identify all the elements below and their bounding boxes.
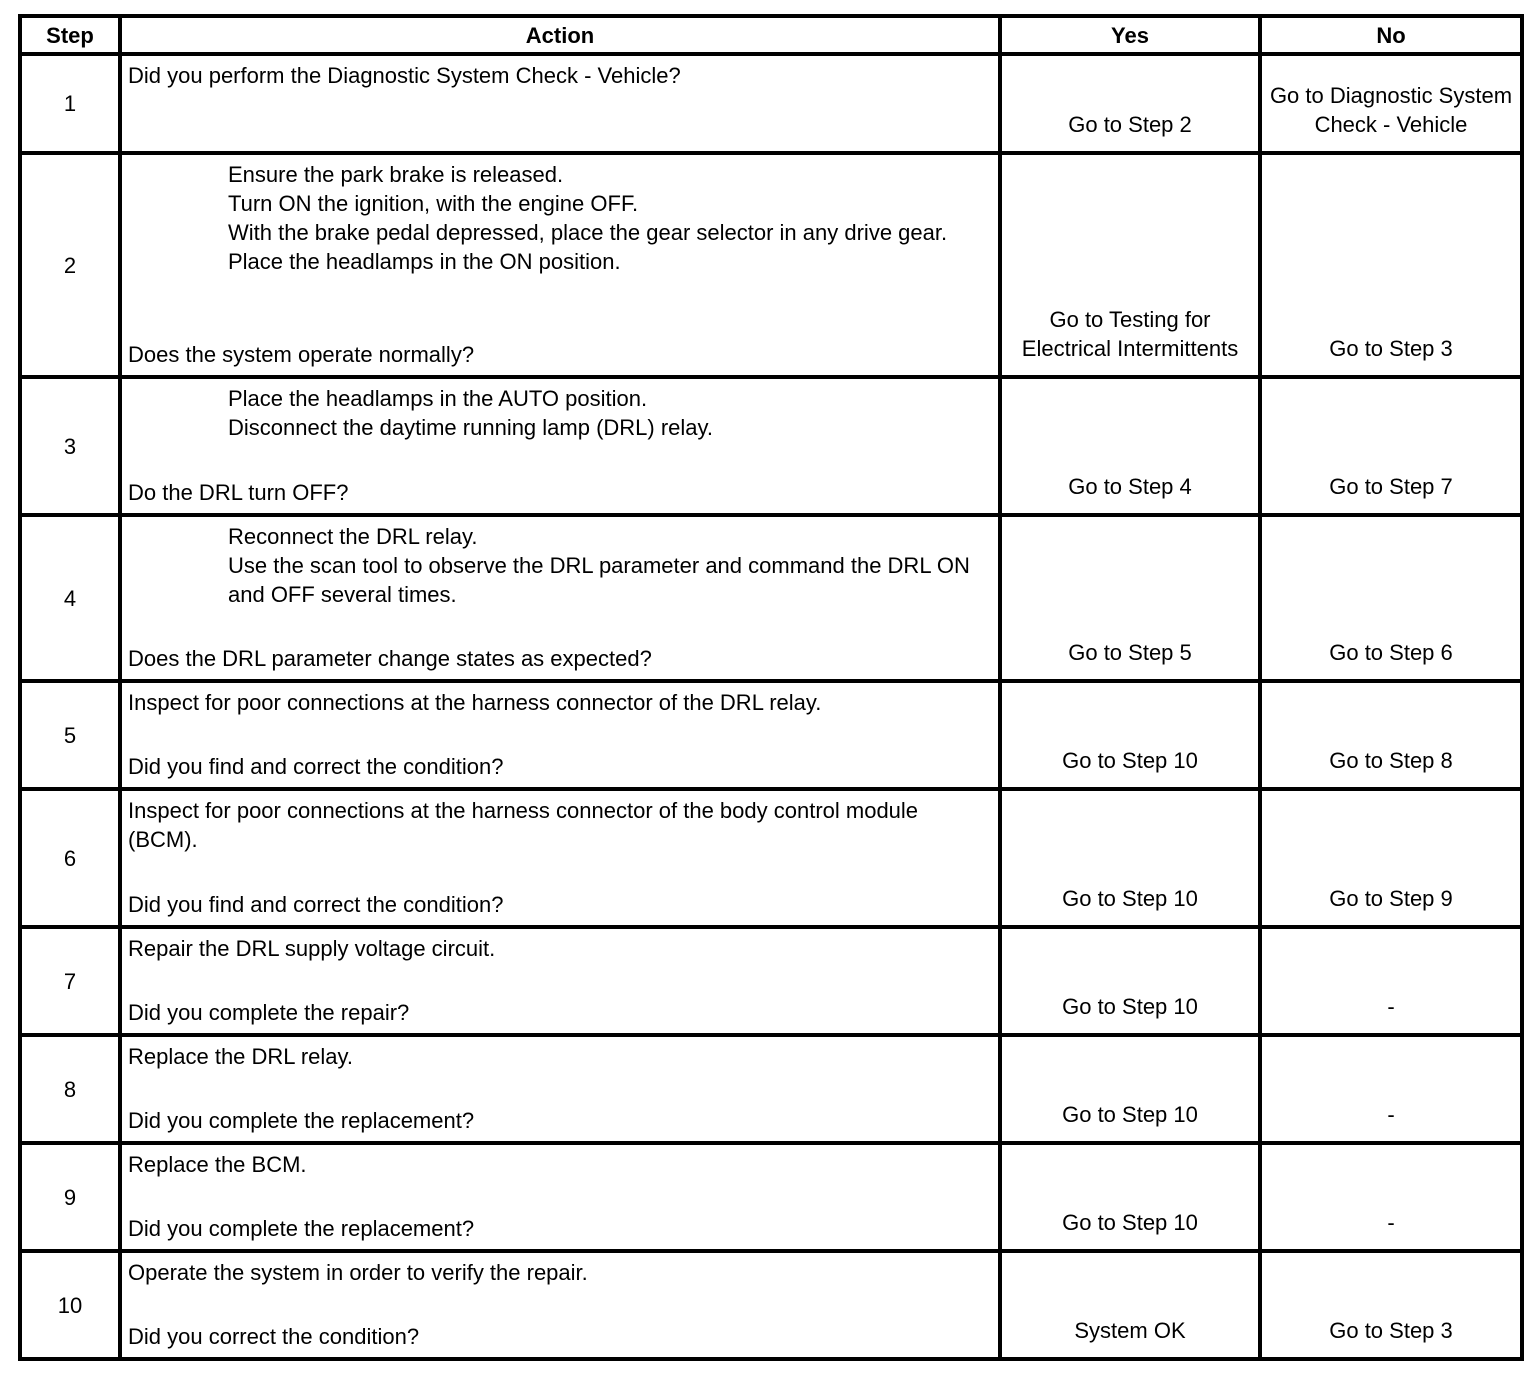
step-number: 10	[20, 1251, 120, 1359]
no-result	[1260, 789, 1522, 927]
yes-result	[1000, 1035, 1260, 1143]
table-row	[20, 153, 1522, 377]
no-result-text: Go to Step 3	[1329, 1318, 1453, 1343]
action-instructions	[128, 688, 990, 717]
action-line: Repair the DRL supply voltage circuit.	[128, 936, 496, 961]
action-question: Did you complete the replacement?	[128, 1216, 475, 1241]
no-result-text: Go to Step 3	[1329, 336, 1453, 361]
no-result	[1260, 515, 1522, 681]
no-result-text: Go to Diagnostic System Check - Vehicle	[1269, 83, 1513, 137]
no-result-text: -	[1387, 1210, 1395, 1235]
action-line: With the brake pedal depressed, place the gear selector in any drive gear.	[228, 220, 948, 245]
no-result-text: -	[1387, 994, 1395, 1019]
action-instructions	[128, 934, 990, 963]
no-result	[1260, 1251, 1522, 1359]
header-action: Action	[120, 16, 1000, 54]
action-cell	[120, 153, 1000, 377]
no-result-text: Go to Step 9	[1329, 886, 1453, 911]
yes-result	[1000, 789, 1260, 927]
action-question: Do the DRL turn OFF?	[128, 480, 349, 505]
step-number: 3	[20, 377, 120, 515]
table-row	[20, 681, 1522, 789]
header-no: No	[1260, 16, 1522, 54]
action-line: Disconnect the daytime running lamp (DRL) relay.	[228, 415, 714, 440]
table-row	[20, 927, 1522, 1035]
yes-result-text: Go to Step 4	[1068, 474, 1192, 499]
yes-result-text: System OK	[1074, 1318, 1186, 1343]
table-row	[20, 789, 1522, 927]
yes-result-text: Go to Step 10	[1062, 886, 1198, 911]
action-line: Replace the BCM.	[128, 1152, 307, 1177]
action-line: Turn ON the ignition, with the engine OFF.	[228, 191, 639, 216]
yes-result	[1000, 927, 1260, 1035]
action-question: Did you find and correct the condition?	[128, 754, 504, 779]
action-line: Use the scan tool to observe the DRL parameter and command the DRL ON and OFF several times.	[228, 553, 970, 607]
action-question: Did you perform the Diagnostic System Check - Vehicle?	[128, 63, 681, 88]
no-result	[1260, 377, 1522, 515]
action-line: Replace the DRL relay.	[128, 1044, 353, 1069]
step-number: 1	[20, 54, 120, 153]
header-step: Step	[20, 16, 120, 54]
table-row	[20, 515, 1522, 681]
diagnostic-table	[18, 14, 1524, 1361]
yes-result	[1000, 1251, 1260, 1359]
action-line: Operate the system in order to verify the repair.	[128, 1260, 588, 1285]
action-line: Place the headlamps in the AUTO position.	[228, 386, 648, 411]
table-row	[20, 1251, 1522, 1359]
action-line: Place the headlamps in the ON position.	[228, 249, 621, 274]
no-result-text: Go to Step 7	[1329, 474, 1453, 499]
no-result	[1260, 681, 1522, 789]
yes-result	[1000, 54, 1260, 153]
header-yes: Yes	[1000, 16, 1260, 54]
action-question: Does the DRL parameter change states as expected?	[128, 646, 652, 671]
action-cell	[120, 1143, 1000, 1251]
action-instructions	[128, 160, 990, 276]
yes-result-text: Go to Step 10	[1062, 1210, 1198, 1235]
action-question: Did you complete the repair?	[128, 1000, 410, 1025]
yes-result-text: Go to Step 10	[1062, 1102, 1198, 1127]
action-instructions	[128, 1042, 990, 1071]
action-cell	[120, 377, 1000, 515]
no-result	[1260, 927, 1522, 1035]
yes-result-text: Go to Step 10	[1062, 748, 1198, 773]
yes-result-text: Go to Step 2	[1068, 112, 1192, 137]
yes-result-text: Go to Step 10	[1062, 994, 1198, 1019]
yes-result-text: Go to Step 5	[1068, 640, 1192, 665]
table-row	[20, 377, 1522, 515]
action-cell	[120, 515, 1000, 681]
step-number: 8	[20, 1035, 120, 1143]
action-instructions	[128, 796, 990, 854]
table-row	[20, 1143, 1522, 1251]
action-instructions	[128, 1150, 990, 1179]
action-cell	[120, 54, 1000, 153]
step-number: 5	[20, 681, 120, 789]
action-question: Did you complete the replacement?	[128, 1108, 475, 1133]
action-cell	[120, 1251, 1000, 1359]
step-number: 4	[20, 515, 120, 681]
no-result	[1260, 54, 1522, 153]
step-number: 6	[20, 789, 120, 927]
action-cell	[120, 927, 1000, 1035]
step-number: 7	[20, 927, 120, 1035]
action-question: Does the system operate normally?	[128, 342, 475, 367]
action-instructions	[128, 384, 990, 442]
yes-result	[1000, 1143, 1260, 1251]
yes-result	[1000, 377, 1260, 515]
no-result-text: Go to Step 8	[1329, 748, 1453, 773]
action-cell	[120, 1035, 1000, 1143]
action-cell	[120, 789, 1000, 927]
no-result	[1260, 1143, 1522, 1251]
yes-result	[1000, 153, 1260, 377]
no-result-text: -	[1387, 1102, 1395, 1127]
table-header-row	[20, 16, 1522, 54]
no-result	[1260, 1035, 1522, 1143]
yes-result	[1000, 515, 1260, 681]
step-number: 2	[20, 153, 120, 377]
no-result-text: Go to Step 6	[1329, 640, 1453, 665]
action-question: Did you find and correct the condition?	[128, 892, 504, 917]
yes-result	[1000, 681, 1260, 789]
action-line: Reconnect the DRL relay.	[228, 524, 478, 549]
yes-result-text: Go to Testing for Electrical Intermittents	[1021, 307, 1239, 361]
action-question: Did you correct the condition?	[128, 1324, 420, 1349]
action-line: Inspect for poor connections at the harness connector of the body control module (BCM).	[128, 798, 919, 852]
step-number: 9	[20, 1143, 120, 1251]
action-instructions	[128, 522, 990, 609]
table-row	[20, 54, 1522, 153]
action-cell	[120, 681, 1000, 789]
action-line: Inspect for poor connections at the harness connector of the DRL relay.	[128, 690, 822, 715]
action-line: Ensure the park brake is released.	[228, 162, 564, 187]
action-instructions	[128, 1258, 990, 1287]
no-result	[1260, 153, 1522, 377]
table-row	[20, 1035, 1522, 1143]
